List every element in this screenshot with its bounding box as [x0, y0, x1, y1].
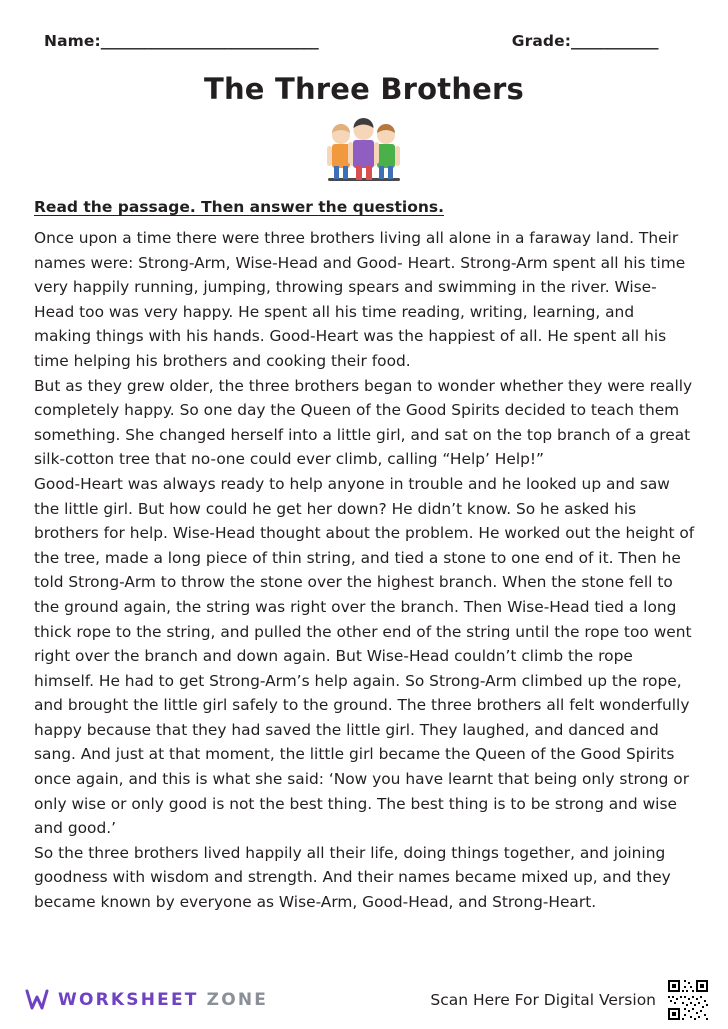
passage-body	[30, 226, 698, 915]
brand-text	[58, 990, 268, 1010]
worksheet-zone-logo[interactable]	[24, 987, 268, 1013]
grade-blank: ____________	[571, 32, 658, 50]
grade-label: Grade:	[511, 32, 571, 50]
three-brothers-illustration	[30, 114, 698, 186]
student-info-row	[30, 32, 698, 50]
passage-paragraph: Once upon a time there were three brothers living all alone in a faraway land. Their names were: Strong-Arm, Wise-Head and Good- Heart. Strong-Arm spent all his time very happily running, jumping, throwing spears and swimming in the river. Wise-Head too was very happy. He spent all his time reading, writing, learning, and making things with his hands. Good-Heart was the happiest of all. He spent all his time helping his brothers and cooking their food.	[34, 229, 686, 370]
brand-secondary: ZONE	[198, 990, 269, 1010]
scan-section	[430, 978, 710, 1022]
page-title: The Three Brothers	[203, 72, 525, 106]
page-footer	[0, 971, 728, 1029]
name-blank: ______________________________	[100, 32, 319, 50]
grade-field[interactable]	[512, 32, 658, 50]
brand-primary: WORKSHEET	[58, 990, 199, 1010]
name-label: Name:	[44, 32, 101, 50]
scan-label: Scan Here For Digital Version	[430, 991, 656, 1009]
instruction-text: Read the passage. Then answer the questions.	[34, 198, 444, 216]
passage-paragraph: So the three brothers lived happily all their life, doing things together, and joining goodness with wisdom and strength. And their names became mixed up, and they became known by everyone as Wise-Arm, Good-Head, and Strong-Heart.	[34, 843, 671, 912]
passage-paragraph: Good-Heart was always ready to help anyone in trouble and he looked up and saw the little girl. But how could he get her down? He didn’t know. So he asked his brothers for help. Wise-Head thought about the problem. He worked out the height of the tree, made a long piece of thin string, and tied a stone to one end of it. Then he told Strong-Arm to throw the stone over the highest branch. When the stone fell to the ground again, the string was right over the branch. Then Wise-Head tied a long thick rope to the string, and pulled the other end of the string until the rope too went right over the branch and down again. But Wise-Head couldn’t climb the rope himself. He had to get Strong-Arm’s help again. So Strong-Arm climbed up the rope, and brought the little girl safely to the ground. The three brothers all felt wonderfully happy because that they had saved the little girl. They laughed, and danced and sang. And just at that moment, the little girl became the Queen of the Good Spirits once again, and this is what she said: ‘Now you have learnt that being only strong or only wise or only good is not the best thing. The best thing is to be strong and wise and good.’	[34, 474, 695, 838]
name-field[interactable]	[44, 32, 318, 50]
w-logo-icon	[24, 987, 50, 1013]
qr-code[interactable]	[666, 978, 710, 1022]
passage-paragraph: But as they grew older, the three brothers began to wonder whether they were really completely happy. So one day the Queen of the Good Spirits decided to teach them something. She changed herself into a little girl, and sat on the top branch of a great silk-cotton tree that no-one could ever climb, calling “Help’ Help!”	[34, 376, 693, 469]
